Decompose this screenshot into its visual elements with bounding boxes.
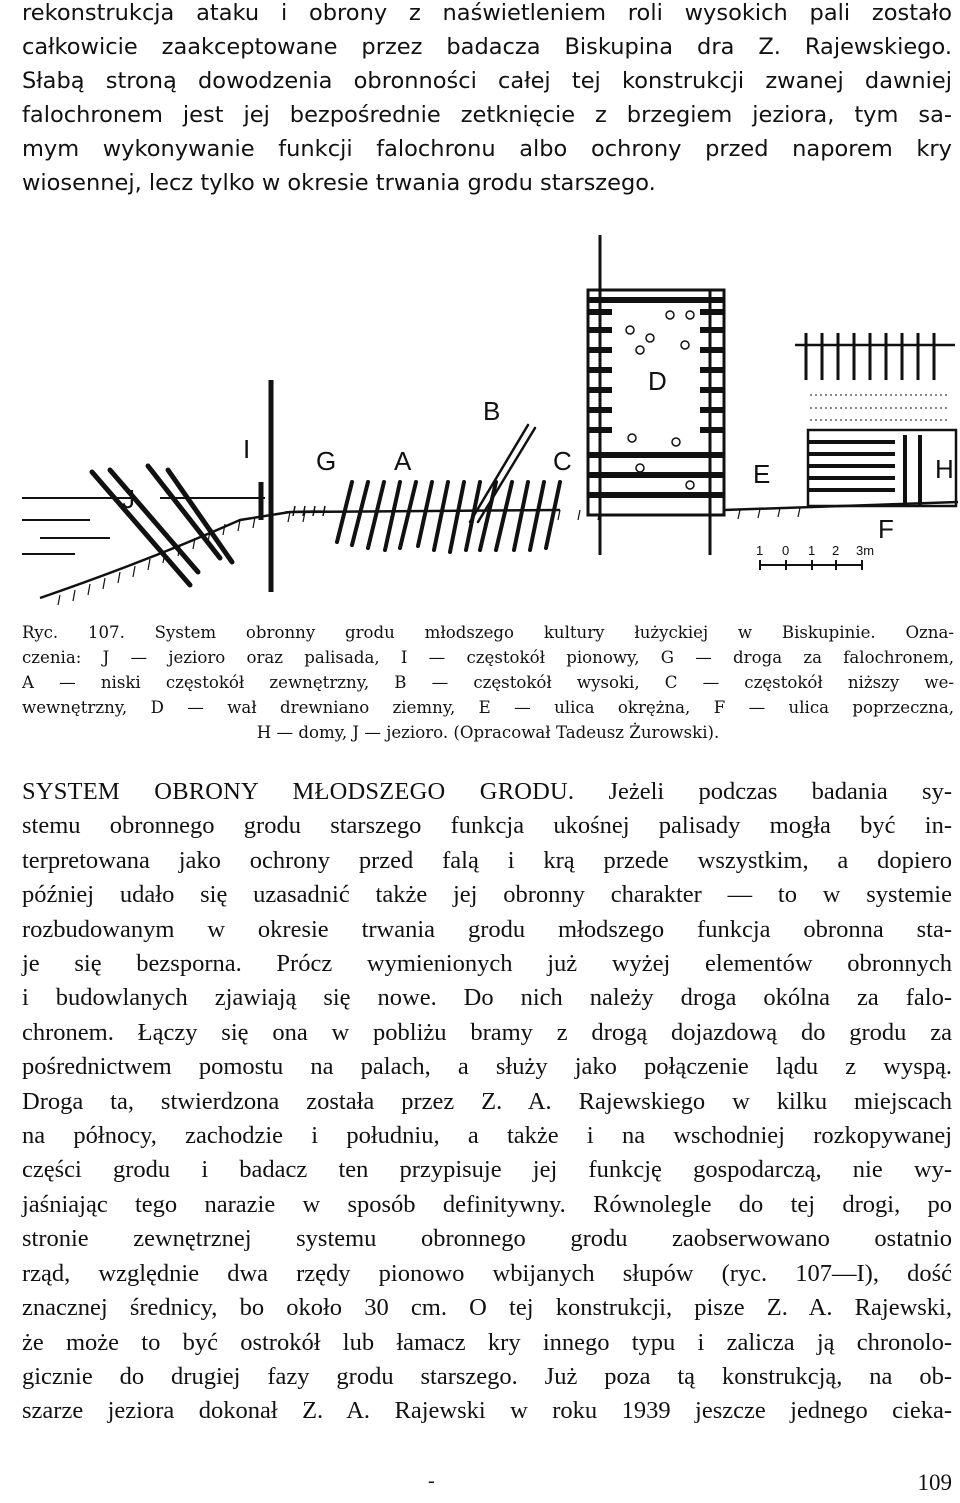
text-line: rekonstrukcja ataku i obrony z naświetleniem roli wysokich pali zostało bbox=[22, 0, 952, 26]
text-line: całkowicie zaakceptowane przez badacza Biskupina dra Z. Rajewskiego. bbox=[22, 34, 952, 60]
scale-label: 1 bbox=[808, 543, 816, 558]
caption-line: A — niski częstokół zewnętrzny, B — częstokół wysoki, C — częstokół niższy we- bbox=[22, 673, 954, 692]
text-line bbox=[22, 775, 952, 809]
label-a: A bbox=[394, 446, 412, 476]
text-line: jaśniając tego narazie w sposób definitywny. Równolegle do tej drogi, po bbox=[22, 1190, 952, 1218]
label-b: B bbox=[483, 396, 501, 426]
footer-dash: - bbox=[428, 1470, 435, 1492]
scale-label: 3m bbox=[856, 543, 875, 558]
text-line: na północy, zachodzie i południu, a także i na wschodniej rozkopywanej bbox=[22, 1122, 952, 1150]
text-line: je się bezsporna. Prócz wymienionych już wyżej elementów obronnych bbox=[22, 950, 952, 978]
text-line: pośrednictwem pomostu na palach, a służy jako połączenie lądu z wyspą. bbox=[22, 1053, 952, 1081]
text-line: rząd, względnie dwa rzędy pionowo wbijanych słupów (ryc. 107—I), dość bbox=[22, 1259, 952, 1287]
text-line: i budowlanych zjawiają się nowe. Do nich należy droga okólna za falo- bbox=[22, 984, 952, 1012]
shore-slope bbox=[40, 510, 560, 598]
text-line: terpretowana jako ochrony przed falą i krą przede wszystkim, a dopiero bbox=[22, 846, 952, 874]
label-j: J bbox=[122, 484, 135, 514]
stockade-a-b bbox=[337, 425, 560, 552]
label-e: E bbox=[753, 459, 771, 489]
text-line: znacznej średnicy, bo około 30 cm. O tej konstrukcji, pisze Z. A. Rajewski, bbox=[22, 1294, 952, 1322]
caption-line: wewnętrzny, D — wał drewniano ziemny, E — ulica okrężna, F — ulica poprzeczna, bbox=[22, 698, 954, 717]
text-line: gicznie do drugiej fazy grodu starszego. Już poza tą konstrukcją, na ob- bbox=[22, 1362, 952, 1390]
label-d: D bbox=[648, 366, 667, 396]
road-g bbox=[285, 506, 345, 516]
label-i: I bbox=[243, 434, 251, 464]
body-paragraph bbox=[22, 775, 952, 1429]
text-line: później udało się uzasadnić także jej obronny charakter — to w systemie bbox=[22, 881, 952, 909]
caption-line: H — domy, J — jezioro. (Opracował Tadeusz Żurowski). bbox=[256, 723, 720, 742]
scale-bar bbox=[760, 560, 862, 570]
figure-caption bbox=[22, 620, 954, 745]
palisade-j bbox=[92, 466, 232, 585]
text-line: stemu obronnego grodu starszego funkcja ukośnej palisady mogła być in- bbox=[22, 812, 952, 840]
scale-label: 0 bbox=[782, 543, 790, 558]
text-line: chronem. Łączy się ona w pobliżu bramy z drogą dojazdową do grodu za bbox=[22, 1018, 952, 1046]
scale-label: 2 bbox=[832, 543, 840, 558]
text-line: Droga ta, stwierdzona została przez Z. A. Rajewskiego w kilku miejscach bbox=[22, 1087, 952, 1115]
text-line: szarze jeziora dokonał Z. A. Rajewski w roku 1939 jeszcze jednego cieka- bbox=[22, 1397, 952, 1425]
text-line: części grodu i badacz ten przypisuje jej funkcję gospodarczą, nie wy- bbox=[22, 1156, 952, 1184]
fortification-diagram bbox=[0, 220, 960, 615]
text-line: rozbudowanym w okresie trwania grodu młodszego funkcja obronna sta- bbox=[22, 915, 952, 943]
intro-paragraph bbox=[22, 0, 952, 200]
label-h: H bbox=[935, 454, 954, 484]
text-line: wiosennej, lecz tylko w okresie trwania grodu starszego. bbox=[22, 170, 656, 196]
caption-line: czenia: J — jezioro oraz palisada, I — częstokół pionowy, G — droga za falochronem, bbox=[22, 648, 954, 667]
label-c: C bbox=[553, 446, 572, 476]
text-line: falochronem jest jej bezpośrednie zetknięcie z brzegiem jeziora, tym sa- bbox=[22, 102, 952, 128]
label-f: F bbox=[878, 514, 894, 544]
house-h bbox=[795, 333, 956, 506]
stockade-i bbox=[261, 380, 271, 592]
text-line: że może to być ostrokół lub łamacz kry innego typu i zalicza ją chronolo- bbox=[22, 1328, 952, 1356]
text-line: mym wykonywanie funkcji falochronu albo ochrony przed naporem kry bbox=[22, 136, 952, 162]
text-line: stronie zewnętrznej systemu obronnego grodu zaobserwowano ostatnio bbox=[22, 1225, 952, 1253]
label-g: G bbox=[316, 446, 337, 476]
caption-line: Ryc. 107. System obronny grodu młodszego kultury łużyckiej w Biskupinie. Ozna- bbox=[22, 623, 954, 642]
heading-line-rest: Jeżeli podczas badania sy- bbox=[574, 778, 952, 805]
section-heading: SYSTEM OBRONY MŁODSZEGO GRODU. bbox=[22, 778, 575, 805]
scale-label: 1 bbox=[756, 543, 764, 558]
page-number: 109 bbox=[917, 1470, 952, 1495]
text-line: Słabą stroną dowodzenia obronności całej tej konstrukcji zwanej dawniej bbox=[22, 68, 952, 94]
